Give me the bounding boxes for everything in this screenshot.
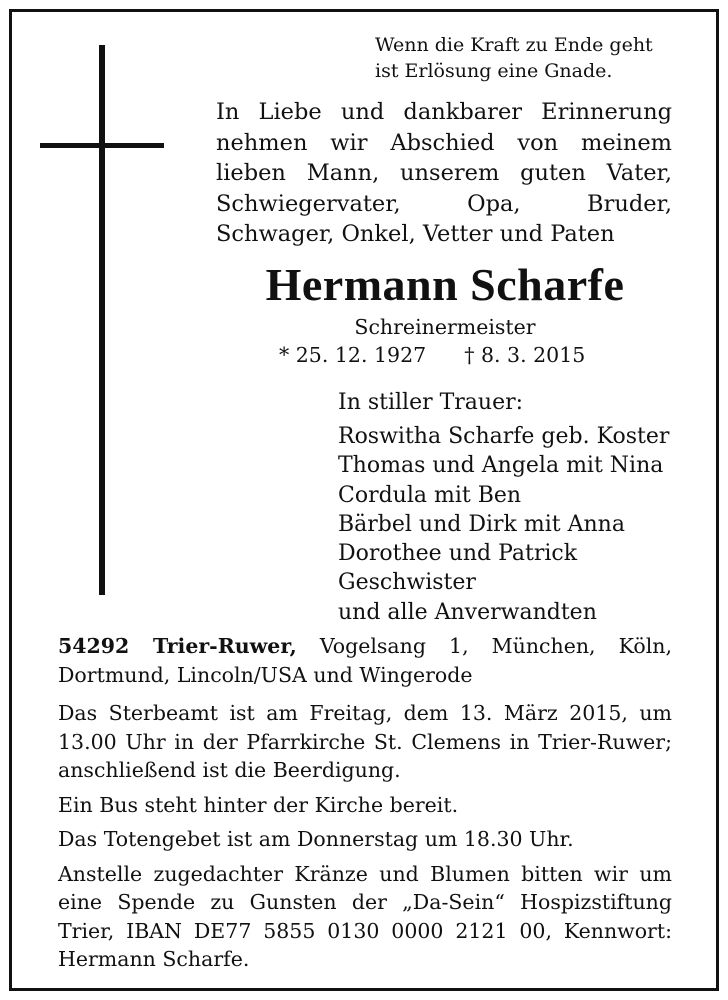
mourners-list [338,422,698,627]
life-dates [279,341,619,369]
bus-notice: Ein Bus steht hinter der Kirche bereit. [58,792,459,817]
intro-text: In Liebe und dankbarer Erinnerung nehmen wir Abschied von meinem lieben Mann, unserem guten Vater, Schwiegervater, Opa, Bruder, Schwager, Onkel, Vetter und Paten [216,99,672,247]
funeral-mass-notice: Das Sterbeamt ist am Freitag, dem 13. März 2015, um 13.00 Uhr in der Pfarrkirche St. Clemens in Trier-Ruwer; anschließend ist die Beerdigung. [58,701,672,782]
deceased-title: Schreinermeister [354,315,536,339]
prayer-notice: Das Totengebet ist am Donnerstag um 18.30 Uhr. [58,827,574,851]
mourner-item: Thomas und Angela mit Nina [338,453,664,479]
cross-horizontal-bar [40,143,164,148]
birth-date: * 25. 12. 1927 [279,343,427,367]
motto-line-2: ist Erlösung eine Gnade. [375,60,613,82]
deceased-name: Hermann Scharfe [265,259,625,310]
mourner-item: und alle Anverwandten [338,599,597,625]
mourner-item: Dorothee und Patrick [338,541,578,567]
notices-section [58,632,672,980]
mourner-item: Roswitha Scharfe geb. Koster [338,424,670,449]
mourner-item: Bärbel und Dirk mit Anna [338,511,625,537]
death-date: † 8. 3. 2015 [464,343,586,367]
address-places: Vogelsang 1, München, Köln, Dortmund, Lincoln/USA und Wingerode [58,634,672,687]
donation-notice: Anstelle zugedachter Kränze und Blumen bitten wir um eine Spende zu Gunsten der „Da-Sein“ Hospizstiftung Trier, IBAN DE77 5855 0130 0000 2121 00, Kennwort: Hermann Scharfe. [58,861,672,971]
mourner-item: Geschwister [338,570,476,596]
mourner-item: Cordula mit Ben [338,482,522,508]
motto-line-1: Wenn die Kraft zu Ende geht [375,34,653,56]
motto [375,32,705,84]
address-postal: 54292 Trier-Ruwer, [58,634,297,658]
cross-vertical-bar [99,45,105,595]
family-address [58,632,672,689]
mourners-label: In stiller Trauer: [338,390,524,415]
